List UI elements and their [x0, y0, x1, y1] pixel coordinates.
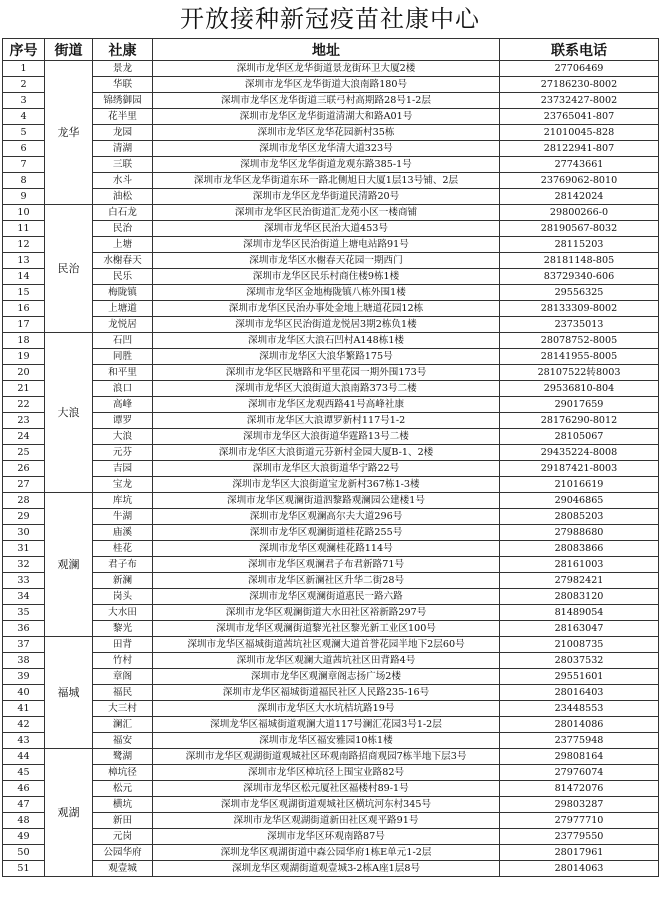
row-number: 31	[3, 541, 45, 557]
center-address: 深圳市龙华区观澜桂花路114号	[153, 541, 500, 557]
center-name: 黎光	[93, 621, 153, 637]
table-row	[3, 189, 659, 205]
row-number: 15	[3, 285, 45, 301]
table-row	[3, 61, 659, 77]
center-phone: 81489054	[500, 605, 659, 621]
center-name: 福民	[93, 685, 153, 701]
row-number: 25	[3, 445, 45, 461]
table-row	[3, 269, 659, 285]
center-name: 浪口	[93, 381, 153, 397]
center-name: 君子布	[93, 557, 153, 573]
table-row	[3, 701, 659, 717]
center-name: 花半里	[93, 109, 153, 125]
row-number: 35	[3, 605, 45, 621]
row-number: 26	[3, 461, 45, 477]
center-address: 深圳市龙华区观澜街道泗黎路观澜园公建楼1号	[153, 493, 500, 509]
row-number: 24	[3, 429, 45, 445]
center-phone: 28037532	[500, 653, 659, 669]
center-phone: 83729340-606	[500, 269, 659, 285]
center-address: 深圳市龙华区大浪街道宝龙新村367栋1-3楼	[153, 477, 500, 493]
center-phone: 29435224-8008	[500, 445, 659, 461]
center-name: 吉园	[93, 461, 153, 477]
center-address: 深圳市龙华区观澜高尔夫大道296号	[153, 509, 500, 525]
center-address: 深圳市龙华区民治街道上塘电站路91号	[153, 237, 500, 253]
row-number: 28	[3, 493, 45, 509]
center-phone: 21010045-828	[500, 125, 659, 141]
center-address: 深圳市龙华区民治街道汇龙苑小区一楼商铺	[153, 205, 500, 221]
center-address: 深圳市龙华区观澜大道茜坑社区田背路4号	[153, 653, 500, 669]
center-address: 深圳市龙华区福城街道福民社区人民路235-16号	[153, 685, 500, 701]
table-row	[3, 749, 659, 765]
center-phone: 27186230-8002	[500, 77, 659, 93]
center-address: 深圳市龙华区龙华街道三联弓村高期路28号1-2层	[153, 93, 500, 109]
row-number: 27	[3, 477, 45, 493]
row-number: 21	[3, 381, 45, 397]
table-row	[3, 253, 659, 269]
table-row	[3, 477, 659, 493]
center-phone: 27706469	[500, 61, 659, 77]
table-row	[3, 397, 659, 413]
center-address: 深圳市龙华区大浪石凹村A148栋1楼	[153, 333, 500, 349]
center-phone: 28083120	[500, 589, 659, 605]
center-name: 公园华府	[93, 845, 153, 861]
center-address: 深圳市龙华区龙华街道大浪南路180号	[153, 77, 500, 93]
table-row	[3, 333, 659, 349]
center-phone: 28105067	[500, 429, 659, 445]
row-number: 3	[3, 93, 45, 109]
center-phone: 23779550	[500, 829, 659, 845]
row-number: 47	[3, 797, 45, 813]
center-name: 松元	[93, 781, 153, 797]
table-row	[3, 733, 659, 749]
center-address: 深圳市龙华区观湖街道观城社区横坑河东村345号	[153, 797, 500, 813]
center-address: 深圳市龙华区观澜街道桂花路255号	[153, 525, 500, 541]
center-address: 深圳市龙华区龙华花园新村35栋	[153, 125, 500, 141]
table-row	[3, 845, 659, 861]
table-row	[3, 221, 659, 237]
row-number: 17	[3, 317, 45, 333]
center-address: 深圳市龙华区观澜君子布君新路71号	[153, 557, 500, 573]
center-phone: 28181148-805	[500, 253, 659, 269]
table-row	[3, 541, 659, 557]
center-phone: 28161003	[500, 557, 659, 573]
row-number: 13	[3, 253, 45, 269]
center-phone: 23765041-807	[500, 109, 659, 125]
table-row	[3, 765, 659, 781]
center-name: 梅陇镇	[93, 285, 153, 301]
center-address: 深圳市龙华区观澜街道大水田社区裕新路297号	[153, 605, 500, 621]
center-name: 大浪	[93, 429, 153, 445]
row-number: 23	[3, 413, 45, 429]
center-phone: 27982421	[500, 573, 659, 589]
table-row	[3, 173, 659, 189]
table-row	[3, 797, 659, 813]
center-phone: 23769062-8010	[500, 173, 659, 189]
row-number: 22	[3, 397, 45, 413]
table-row	[3, 461, 659, 477]
row-number: 50	[3, 845, 45, 861]
center-phone: 27976074	[500, 765, 659, 781]
header-address: 地址	[153, 39, 500, 61]
street-name: 观澜	[45, 493, 93, 637]
street-name: 观湖	[45, 749, 93, 877]
table-row	[3, 77, 659, 93]
center-address: 深圳市龙华区观湖街道观城社区环观南路招商观园7栋半地下层3号	[153, 749, 500, 765]
center-address: 深圳市龙华区民治街道龙悦居3期2栋负1楼	[153, 317, 500, 333]
street-name: 龙华	[45, 61, 93, 205]
center-name: 锦绣御园	[93, 93, 153, 109]
center-address: 深圳市龙华区樟坑径上围宝业路82号	[153, 765, 500, 781]
row-number: 42	[3, 717, 45, 733]
center-name: 竹村	[93, 653, 153, 669]
center-phone: 21016619	[500, 477, 659, 493]
row-number: 44	[3, 749, 45, 765]
center-phone: 28016403	[500, 685, 659, 701]
table-row	[3, 829, 659, 845]
center-address: 深圳龙华区福城街道观澜大道117号澜汇花园3号1-2层	[153, 717, 500, 733]
center-address: 深圳市龙华区环观南路87号	[153, 829, 500, 845]
table-row	[3, 285, 659, 301]
center-name: 谭罗	[93, 413, 153, 429]
center-name: 民乐	[93, 269, 153, 285]
row-number: 19	[3, 349, 45, 365]
table-body	[3, 61, 659, 877]
center-address: 深圳市龙华区大浪街道元芬新村金园大厦B-1、2楼	[153, 445, 500, 461]
row-number: 16	[3, 301, 45, 317]
center-address: 深圳市龙华区龙华街道东环一路北侧旭日大厦1层13号铺、2层	[153, 173, 500, 189]
center-phone: 28190567-8032	[500, 221, 659, 237]
center-phone: 28107522转8003	[500, 365, 659, 381]
center-name: 庙溪	[93, 525, 153, 541]
table-row	[3, 605, 659, 621]
center-name: 元岗	[93, 829, 153, 845]
center-phone: 28083866	[500, 541, 659, 557]
center-phone: 28141955-8005	[500, 349, 659, 365]
table-row	[3, 381, 659, 397]
table-row	[3, 493, 659, 509]
center-phone: 29556325	[500, 285, 659, 301]
table-row	[3, 205, 659, 221]
center-phone: 27743661	[500, 157, 659, 173]
center-phone: 29046865	[500, 493, 659, 509]
table-row	[3, 861, 659, 877]
center-phone: 29536810-804	[500, 381, 659, 397]
table-row	[3, 301, 659, 317]
center-name: 大三村	[93, 701, 153, 717]
center-name: 龙园	[93, 125, 153, 141]
center-address: 深圳市龙华区龙华街道民清路20号	[153, 189, 500, 205]
center-name: 白石龙	[93, 205, 153, 221]
center-phone: 27988680	[500, 525, 659, 541]
center-address: 深圳市龙华区大水坑桔坑路19号	[153, 701, 500, 717]
table-row	[3, 557, 659, 573]
row-number: 12	[3, 237, 45, 253]
street-name: 福城	[45, 637, 93, 749]
center-phone: 28085203	[500, 509, 659, 525]
center-address: 深圳市龙华区观澜章阁志扬广场2楼	[153, 669, 500, 685]
center-address: 深圳市龙华区龙华街道龙观东路385-1号	[153, 157, 500, 173]
center-address: 深圳市龙华区大浪谭罗新村117号1-2	[153, 413, 500, 429]
table-row	[3, 125, 659, 141]
center-name: 田背	[93, 637, 153, 653]
center-address: 深圳龙华区观湖街道中森公园华府1栋E单元1-2层	[153, 845, 500, 861]
header-no: 序号	[3, 39, 45, 61]
table-row	[3, 685, 659, 701]
center-name: 水斗	[93, 173, 153, 189]
center-phone: 81472076	[500, 781, 659, 797]
center-address: 深圳市龙华区龙观西路41号高峰社康	[153, 397, 500, 413]
row-number: 4	[3, 109, 45, 125]
row-number: 34	[3, 589, 45, 605]
row-number: 37	[3, 637, 45, 653]
center-address: 深圳市龙华区福城街道茜坑社区观澜大道首誉花园半地下2层60号	[153, 637, 500, 653]
row-number: 29	[3, 509, 45, 525]
center-phone: 28142024	[500, 189, 659, 205]
center-phone: 23735013	[500, 317, 659, 333]
center-address: 深圳市龙华区民治办事处金地上塘道花园12栋	[153, 301, 500, 317]
table-row	[3, 109, 659, 125]
center-name: 清湖	[93, 141, 153, 157]
center-name: 新田	[93, 813, 153, 829]
center-phone: 28078752-8005	[500, 333, 659, 349]
center-name: 油松	[93, 189, 153, 205]
center-name: 岗头	[93, 589, 153, 605]
row-number: 5	[3, 125, 45, 141]
center-address: 深圳市龙华区松元厦社区福楼村89-1号	[153, 781, 500, 797]
row-number: 18	[3, 333, 45, 349]
center-name: 三联	[93, 157, 153, 173]
table-row	[3, 509, 659, 525]
center-address: 深圳市龙华区大浪街道华霆路13号二楼	[153, 429, 500, 445]
center-name: 高峰	[93, 397, 153, 413]
center-address: 深圳龙华区观湖街道观壹城3-2栋A座1层8号	[153, 861, 500, 877]
header-center: 社康	[93, 39, 153, 61]
row-number: 1	[3, 61, 45, 77]
row-number: 10	[3, 205, 45, 221]
center-name: 章阁	[93, 669, 153, 685]
center-name: 同胜	[93, 349, 153, 365]
table-row	[3, 317, 659, 333]
center-address: 深圳市龙华区水榭春天花园一期西门	[153, 253, 500, 269]
center-phone: 29808164	[500, 749, 659, 765]
center-name: 民治	[93, 221, 153, 237]
header-street: 街道	[45, 39, 93, 61]
table-row	[3, 589, 659, 605]
row-number: 30	[3, 525, 45, 541]
table-row	[3, 717, 659, 733]
row-number: 8	[3, 173, 45, 189]
center-phone: 28176290-8012	[500, 413, 659, 429]
row-number: 43	[3, 733, 45, 749]
table-row	[3, 349, 659, 365]
street-name: 民治	[45, 205, 93, 333]
row-number: 32	[3, 557, 45, 573]
row-number: 40	[3, 685, 45, 701]
center-address: 深圳市龙华区民塘路和平里花园一期外围173号	[153, 365, 500, 381]
center-address: 深圳市龙华区新澜社区升华二街28号	[153, 573, 500, 589]
row-number: 41	[3, 701, 45, 717]
row-number: 36	[3, 621, 45, 637]
center-address: 深圳市龙华区大浪华繁路175号	[153, 349, 500, 365]
center-name: 龙悦居	[93, 317, 153, 333]
table-row	[3, 141, 659, 157]
center-phone: 28017961	[500, 845, 659, 861]
center-phone: 29017659	[500, 397, 659, 413]
center-name: 大水田	[93, 605, 153, 621]
row-number: 39	[3, 669, 45, 685]
header-phone: 联系电话	[500, 39, 659, 61]
center-name: 华联	[93, 77, 153, 93]
table-row	[3, 573, 659, 589]
center-address: 深圳市龙华区金地梅陇镇八栋外围1楼	[153, 285, 500, 301]
center-address: 深圳市龙华区观澜街道黎光社区黎光新工业区100号	[153, 621, 500, 637]
center-phone: 29800266-0	[500, 205, 659, 221]
center-name: 牛湖	[93, 509, 153, 525]
row-number: 48	[3, 813, 45, 829]
row-number: 49	[3, 829, 45, 845]
row-number: 20	[3, 365, 45, 381]
row-number: 33	[3, 573, 45, 589]
center-phone: 28115203	[500, 237, 659, 253]
center-phone: 23448553	[500, 701, 659, 717]
row-number: 7	[3, 157, 45, 173]
center-phone: 29551601	[500, 669, 659, 685]
center-name: 水榭春天	[93, 253, 153, 269]
center-address: 深圳市龙华区民乐村商住楼9栋1楼	[153, 269, 500, 285]
center-address: 深圳市龙华区龙华街道景龙街环卫大厦2楼	[153, 61, 500, 77]
row-number: 9	[3, 189, 45, 205]
center-address: 深圳市龙华区民治大道453号	[153, 221, 500, 237]
center-address: 深圳市龙华区观湖街道新田社区观平路91号	[153, 813, 500, 829]
row-number: 51	[3, 861, 45, 877]
row-number: 46	[3, 781, 45, 797]
table-row	[3, 621, 659, 637]
center-name: 宝龙	[93, 477, 153, 493]
center-name: 鹭湖	[93, 749, 153, 765]
center-address: 深圳市龙华区观澜街道惠民一路六路	[153, 589, 500, 605]
row-number: 11	[3, 221, 45, 237]
center-name: 观壹城	[93, 861, 153, 877]
center-phone: 21008735	[500, 637, 659, 653]
vaccination-centers-table	[2, 38, 659, 877]
table-row	[3, 237, 659, 253]
row-number: 45	[3, 765, 45, 781]
center-name: 和平里	[93, 365, 153, 381]
center-address: 深圳市龙华区大浪街道大浪南路373号二楼	[153, 381, 500, 397]
center-name: 新澜	[93, 573, 153, 589]
center-name: 桂花	[93, 541, 153, 557]
table-row	[3, 93, 659, 109]
row-number: 6	[3, 141, 45, 157]
center-name: 福安	[93, 733, 153, 749]
center-name: 石凹	[93, 333, 153, 349]
table-row	[3, 365, 659, 381]
center-phone: 29187421-8003	[500, 461, 659, 477]
center-phone: 23775948	[500, 733, 659, 749]
table-row	[3, 781, 659, 797]
center-address: 深圳市龙华区大浪街道华宁路22号	[153, 461, 500, 477]
center-phone: 28163047	[500, 621, 659, 637]
table-row	[3, 637, 659, 653]
table-row	[3, 813, 659, 829]
center-phone: 27977710	[500, 813, 659, 829]
table-row	[3, 525, 659, 541]
street-name: 大浪	[45, 333, 93, 493]
center-name: 樟坑径	[93, 765, 153, 781]
center-phone: 28122941-807	[500, 141, 659, 157]
row-number: 2	[3, 77, 45, 93]
table-row	[3, 445, 659, 461]
table-header-row	[3, 39, 659, 61]
table-row	[3, 653, 659, 669]
center-phone: 28133309-8002	[500, 301, 659, 317]
center-phone: 29803287	[500, 797, 659, 813]
center-phone: 23732427-8002	[500, 93, 659, 109]
table-row	[3, 157, 659, 173]
center-name: 横坑	[93, 797, 153, 813]
center-phone: 28014063	[500, 861, 659, 877]
table-row	[3, 669, 659, 685]
table-row	[3, 413, 659, 429]
center-name: 景龙	[93, 61, 153, 77]
center-address: 深圳市龙华区龙华清大道323号	[153, 141, 500, 157]
center-address: 深圳市龙华区福安雅园10栋1楼	[153, 733, 500, 749]
center-name: 澜汇	[93, 717, 153, 733]
center-name: 上塘	[93, 237, 153, 253]
center-name: 库坑	[93, 493, 153, 509]
center-name: 元芬	[93, 445, 153, 461]
center-address: 深圳市龙华区龙华街道清湖大和路A01号	[153, 109, 500, 125]
page-title: 开放接种新冠疫苗社康中心	[180, 5, 480, 33]
table-row	[3, 429, 659, 445]
center-name: 上塘道	[93, 301, 153, 317]
row-number: 14	[3, 269, 45, 285]
center-phone: 28014086	[500, 717, 659, 733]
row-number: 38	[3, 653, 45, 669]
